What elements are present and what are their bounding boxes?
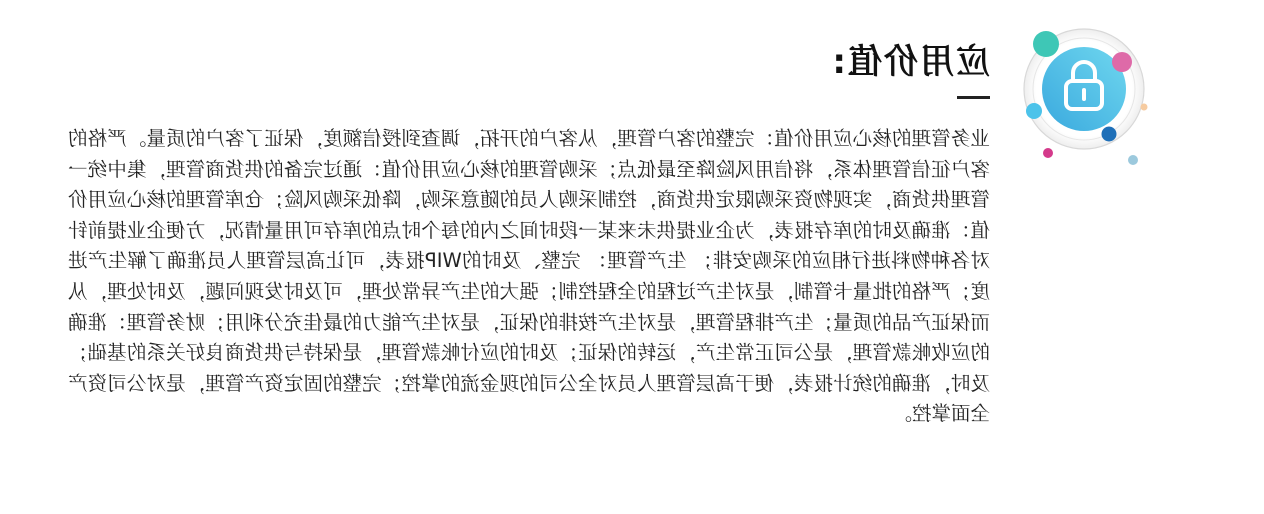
- teal-dot: [1033, 31, 1059, 57]
- page-title: 应用价值:: [830, 42, 990, 82]
- lock-badge: [1009, 24, 1159, 174]
- blue-dot: [1102, 127, 1117, 142]
- light-blue-dot: [1128, 155, 1138, 165]
- pink-dot: [1112, 52, 1132, 72]
- badge-graphic: [1009, 24, 1159, 174]
- title-divider: [957, 96, 990, 99]
- peach-dot: [1141, 104, 1148, 111]
- body-paragraph: 业务管理的核心应用价值：完整的客户管理，从客户的开拓，调查到授信额度，保证了客户的质量。严格的客户征信管理体系，将信用风险降至最低点；采购管理的核心应用价值：通过完备的供货商管理，集中统一管理供货商，实现物资采购限定供货商，控制采购人员的随意采购，降低采购风险；仓库管理的核心应用价值：准确及时的库存报表，为企业提供未来某一段时间之内的每个时点的库存可用量情况，方便企业提前针对各种物料进行相应的采购安排； 生产管理： 完整、及时的WIP报表，可让高层管理人员准确了解生产进度；严格的批量卡管制，是对生产过程的全程控制；强大的生产异常处理，可及时发现问题，及时处理，从而保证产品的质量；生产排程管理，是对生产按排的保证，是对生产能力的最佳充分利用；财务管理：准确的应收帐款管理，是公司正常生产，运转的保证；及时的应付帐款管理，是保持与供货商良好关系的基础；及时，准确的统计报表，便于高层管理人员对全公司的现金流的掌控；完整的固定资产管理，是对公司资产全面掌控。: [68, 127, 990, 426]
- magenta-dot: [1043, 148, 1053, 158]
- cyan-dot: [1026, 103, 1042, 119]
